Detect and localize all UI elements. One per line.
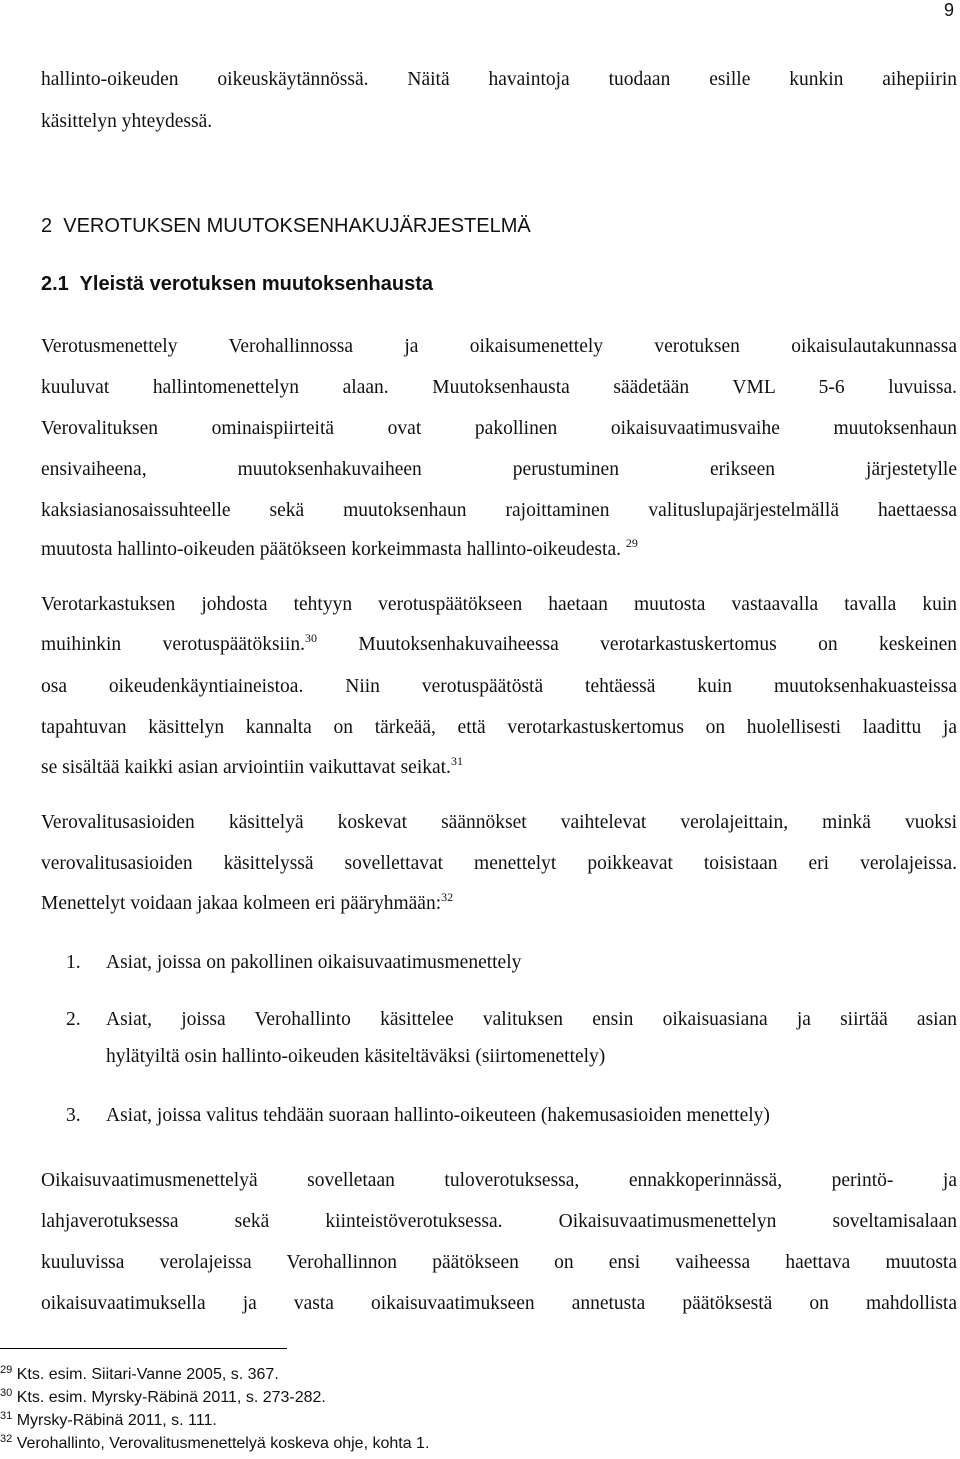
list-item-2 bbox=[66, 1009, 957, 1031]
list-item-1-text: Asiat, joissa on pakollinen oikaisuvaatimusmenettely bbox=[106, 952, 522, 973]
para2-line-2b: Muutoksenhakuvaiheessa verotarkastuskertomus on keskeinen bbox=[317, 634, 957, 655]
list-item-1 bbox=[66, 952, 521, 974]
footnote-32 bbox=[0, 1435, 429, 1453]
para4-line-4: oikaisuvaatimuksella ja vasta oikaisuvaatimukseen annetusta päätöksestä on mahdollista bbox=[41, 1293, 957, 1314]
footnote-32-text: Verohallinto, Verovalitusmenettelyä koskeva ohje, kohta 1. bbox=[16, 1435, 430, 1452]
list-item-1-number: 1. bbox=[66, 952, 81, 973]
para1-line-2: kuuluvat hallintomenettelyn alaan. Muutoksenhausta säädetään VML 5-6 luvuissa. bbox=[41, 377, 957, 398]
footnote-30-number: 30 bbox=[0, 1387, 13, 1399]
para1-line-6-text: muutosta hallinto-oikeuden päätökseen korkeimmasta hallinto-oikeudesta. bbox=[41, 539, 621, 560]
para2-line-5 bbox=[41, 754, 463, 779]
intro-line-1: hallinto-oikeuden oikeuskäytännössä. Näitä havaintoja tuodaan esille kunkin aihepiirin bbox=[41, 69, 957, 90]
footnote-30-text: Kts. esim. Myrsky-Räbinä 2011, s. 273-282. bbox=[16, 1389, 326, 1406]
footnote-ref-29: 29 bbox=[625, 536, 638, 550]
list-item-2-number: 2. bbox=[66, 1009, 81, 1030]
footnote-32-number: 32 bbox=[0, 1433, 13, 1445]
para1-line-1: Verotusmenettely Verohallinnossa ja oikaisumenettely verotuksen oikaisulautakunnassa bbox=[41, 336, 957, 357]
para2-line-4: tapahtuvan käsittelyn kannalta on tärkeää, että verotarkastuskertomus on huolellisesti laadittu ja bbox=[41, 717, 957, 738]
footnote-29 bbox=[0, 1366, 279, 1384]
para1-line-6 bbox=[41, 536, 638, 561]
para2-line-2 bbox=[41, 631, 957, 656]
para4-line-1: Oikaisuvaatimusmenettelyä sovelletaan tuloverotuksessa, ennakkoperinnässä, perintö- ja bbox=[41, 1170, 957, 1191]
para4-line-2: lahjaverotuksessa sekä kiinteistöverotuksessa. Oikaisuvaatimusmenettelyn soveltamisalaan bbox=[41, 1211, 957, 1232]
footnote-ref-30: 30 bbox=[305, 631, 318, 645]
footnote-31 bbox=[0, 1412, 217, 1430]
para3-line-1: Verovalitusasioiden käsittelyä koskevat säännökset vaihtelevat verolajeittain, minkä vuoksi bbox=[41, 812, 957, 833]
intro-line-2: käsittelyn yhteydessä. bbox=[41, 111, 213, 132]
footnote-31-number: 31 bbox=[0, 1410, 13, 1422]
footnote-31-text: Myrsky-Räbinä 2011, s. 111. bbox=[16, 1412, 217, 1429]
para1-line-5: kaksiasianosaissuhteelle sekä muutoksenhaun rajoittaminen valituslupajärjestelmällä haettaessa bbox=[41, 500, 957, 521]
footnote-30 bbox=[0, 1389, 326, 1407]
list-item-3-number: 3. bbox=[66, 1105, 81, 1126]
para2-line-3: osa oikeudenkäyntiaineistoa. Niin verotuspäätöstä tehtäessä kuin muutoksenhakuasteissa bbox=[41, 676, 957, 697]
para3-line-2: verovalitusasioiden käsittelyssä sovellettavat menettelyt poikkeavat toisistaan eri verolajeissa. bbox=[41, 853, 957, 874]
para3-line-3-text: Menettelyt voidaan jakaa kolmeen eri pääryhmään: bbox=[41, 893, 442, 914]
para2-line-1: Verotarkastuksen johdosta tehtyyn verotuspäätökseen haetaan muutosta vastaavalla tavalla kuin bbox=[41, 594, 957, 615]
list-item-3-text: Asiat, joissa valitus tehdään suoraan hallinto-oikeuteen (hakemusasioiden menettely) bbox=[106, 1105, 770, 1126]
para3-line-3 bbox=[41, 890, 454, 915]
page-number: 9 bbox=[943, 0, 954, 20]
footnote-ref-31: 31 bbox=[450, 754, 463, 768]
section-heading: 2 VEROTUKSEN MUUTOKSENHAKUJÄRJESTELMÄ bbox=[41, 215, 531, 237]
subsection-heading: 2.1 Yleistä verotuksen muutoksenhausta bbox=[41, 273, 434, 295]
para4-line-3: kuuluvissa verolajeissa Verohallinnon päätökseen on ensi vaiheessa haettava muutosta bbox=[41, 1252, 957, 1273]
para1-line-4: ensivaiheena, muutoksenhakuvaiheen perustuminen erikseen järjestetylle bbox=[41, 459, 957, 480]
list-item-3 bbox=[66, 1105, 770, 1127]
footnote-divider bbox=[0, 1348, 287, 1349]
list-item-2-continuation: hylätyiltä osin hallinto-oikeuden käsiteltäväksi (siirtomenettely) bbox=[106, 1046, 606, 1067]
para2-line-2a: muihinkin verotuspäätöksiin. bbox=[41, 634, 306, 655]
para1-line-3: Verovalituksen ominaispiirteitä ovat pakollinen oikaisuvaatimusvaihe muutoksenhaun bbox=[41, 418, 957, 439]
list-item-2-text: Asiat, joissa Verohallinto käsittelee valituksen ensin oikaisuasiana ja siirtää asian bbox=[106, 1009, 957, 1030]
para2-line-5-text: se sisältää kaikki asian arviointiin vaikuttavat seikat. bbox=[41, 757, 451, 778]
footnote-29-number: 29 bbox=[0, 1364, 13, 1376]
footnote-29-text: Kts. esim. Siitari-Vanne 2005, s. 367. bbox=[16, 1366, 279, 1383]
footnote-ref-32: 32 bbox=[441, 890, 454, 904]
